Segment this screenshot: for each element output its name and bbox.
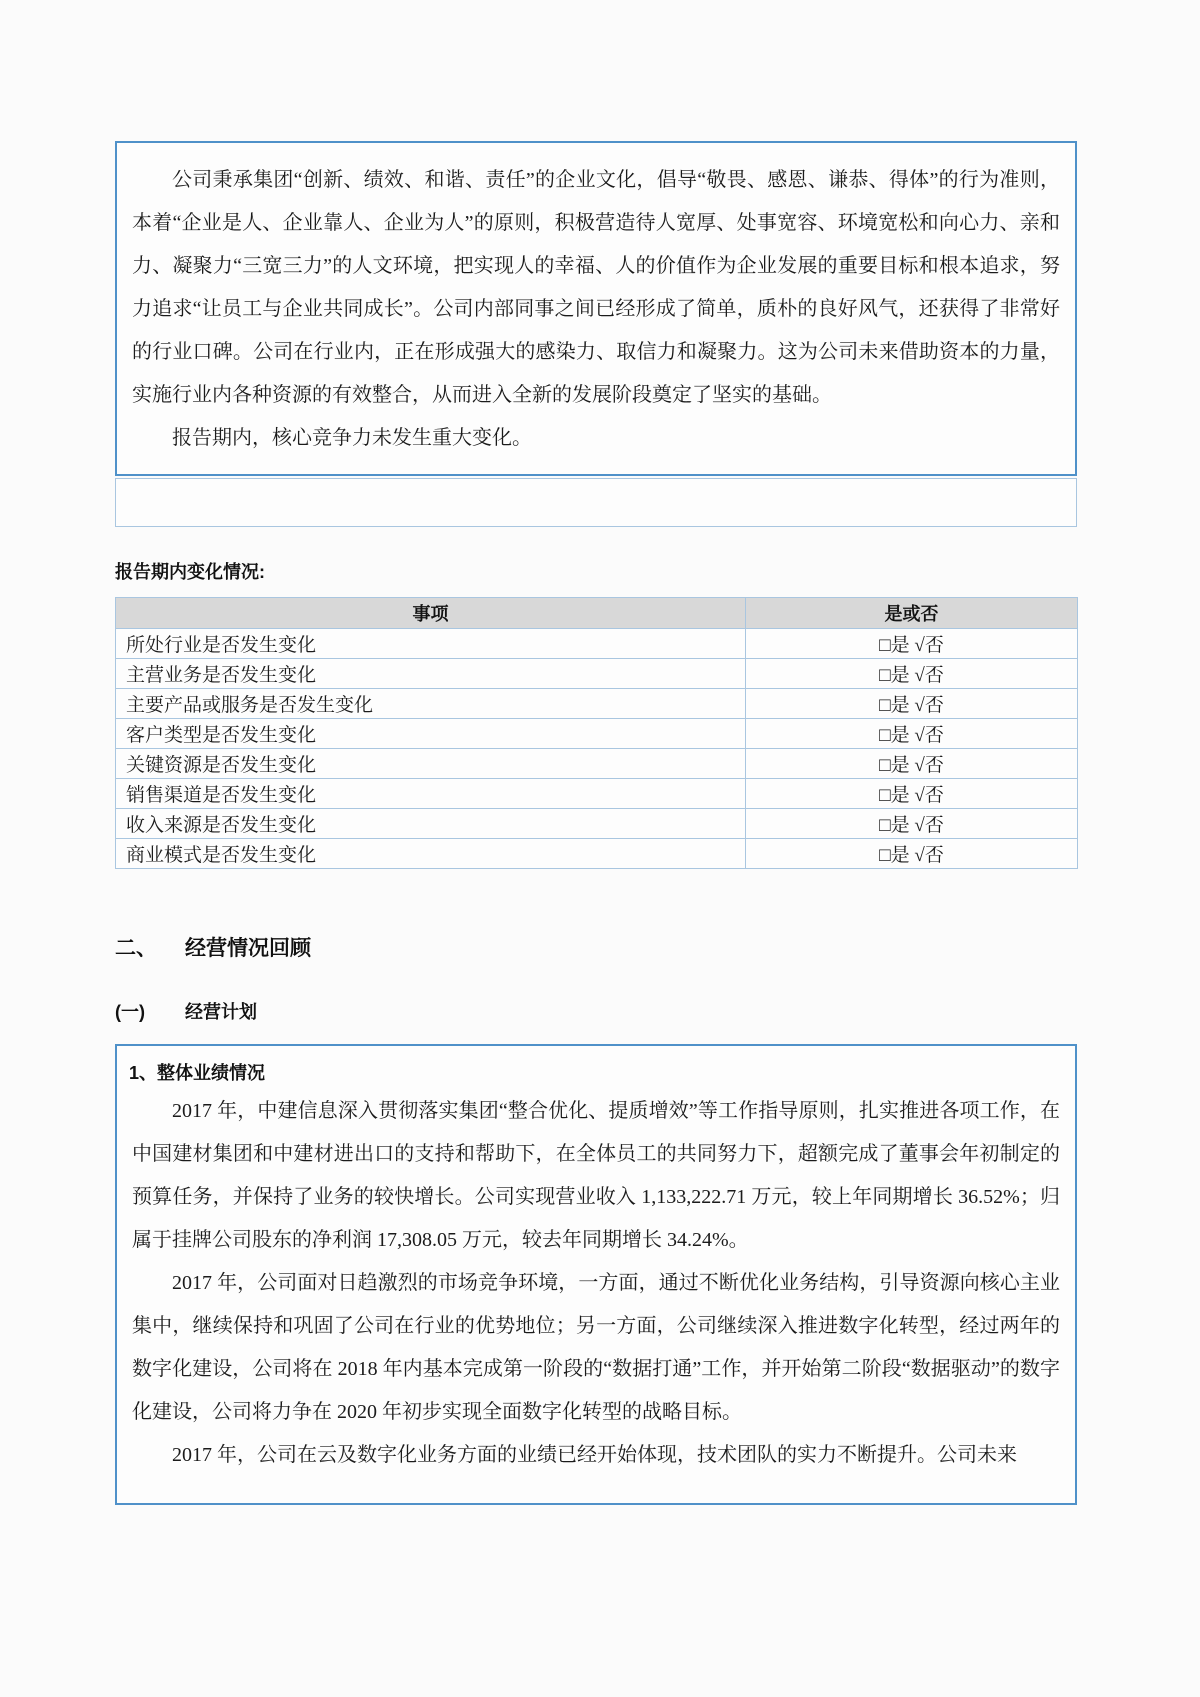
yes-no-answer: □是 √否 bbox=[746, 779, 1078, 809]
yes-no-answer: □是 √否 bbox=[746, 629, 1078, 659]
table-header-row bbox=[116, 598, 1078, 629]
yes-no-answer: □是 √否 bbox=[746, 659, 1078, 689]
yes-no-answer: □是 √否 bbox=[746, 689, 1078, 719]
section-heading bbox=[115, 932, 1077, 962]
section-number: 二、 bbox=[115, 937, 157, 960]
yes-no-answer: □是 √否 bbox=[746, 719, 1078, 749]
change-item: 销售渠道是否发生变化 bbox=[116, 779, 746, 809]
table-row bbox=[116, 839, 1078, 869]
column-header-yes-no: 是或否 bbox=[746, 598, 1078, 629]
change-item: 客户类型是否发生变化 bbox=[116, 719, 746, 749]
changes-table bbox=[115, 597, 1078, 869]
subsection-heading bbox=[115, 998, 1077, 1024]
change-item: 主要产品或服务是否发生变化 bbox=[116, 689, 746, 719]
document-page bbox=[115, 0, 1077, 1505]
table-row bbox=[116, 689, 1078, 719]
table-row bbox=[116, 749, 1078, 779]
yes-no-answer: □是 √否 bbox=[746, 839, 1078, 869]
performance-paragraph-1: 2017 年，中建信息深入贯彻落实集团“整合优化、提质增效”等工作指导原则，扎实推进各项工作，在中国建材集团和中建材进出口的支持和帮助下，在全体员工的共同努力下，超额完成了董事会年初制定的预算任务，并保持了业务的较快增长。公司实现营业收入 1,133,222.71 万元，较上年同期增长 36.52%；归属于挂牌公司股东的净利润 17,308.05 万元，较去年同期增长 34.24%。 bbox=[132, 1100, 1060, 1251]
changes-label: 报告期内变化情况: bbox=[115, 562, 265, 582]
change-item: 所处行业是否发生变化 bbox=[116, 629, 746, 659]
empty-note-box bbox=[115, 478, 1077, 527]
column-header-item: 事项 bbox=[116, 598, 746, 629]
performance-title: 1、整体业绩情况 bbox=[129, 1063, 266, 1083]
section-title: 经营情况回顾 bbox=[185, 937, 311, 960]
table-row bbox=[116, 659, 1078, 689]
subsection-title: 经营计划 bbox=[185, 1002, 257, 1022]
performance-box bbox=[115, 1044, 1077, 1505]
performance-paragraph-2: 2017 年，公司面对日趋激烈的市场竞争环境，一方面，通过不断优化业务结构，引导资源向核心主业集中，继续保持和巩固了公司在行业的优势地位；另一方面，公司继续深入推进数字化转型，经过两年的数字化建设，公司将在 2018 年内基本完成第一阶段的“数据打通”工作，并开始第二阶段“数据驱动”的数字化建设，公司将力争在 2020 年初步实现全面数字化转型的战略目标。 bbox=[132, 1272, 1060, 1423]
change-item: 收入来源是否发生变化 bbox=[116, 809, 746, 839]
intro-box bbox=[115, 141, 1077, 476]
yes-no-answer: □是 √否 bbox=[746, 749, 1078, 779]
performance-paragraph-3: 2017 年，公司在云及数字化业务方面的业绩已经开始体现，技术团队的实力不断提升。公司未来 bbox=[172, 1444, 1017, 1466]
subsection-number: (一) bbox=[115, 1002, 145, 1022]
intro-paragraph: 公司秉承集团“创新、绩效、和谐、责任”的企业文化，倡导“敬畏、感恩、谦恭、得体”的行为准则，本着“企业是人、企业靠人、企业为人”的原则，积极营造待人宽厚、处事宽容、环境宽松和向心力、亲和力、凝聚力“三宽三力”的人文环境，把实现人的幸福、人的价值作为企业发展的重要目标和根本追求，努力追求“让员工与企业共同成长”。公司内部同事之间已经形成了简单，质朴的良好风气，还获得了非常好的行业口碑。公司在行业内，正在形成强大的感染力、取信力和凝聚力。这为公司未来借助资本的力量，实施行业内各种资源的有效整合，从而进入全新的发展阶段奠定了坚实的基础。 bbox=[132, 169, 1060, 406]
table-row bbox=[116, 719, 1078, 749]
table-row bbox=[116, 629, 1078, 659]
change-item: 商业模式是否发生变化 bbox=[116, 839, 746, 869]
change-item: 关键资源是否发生变化 bbox=[116, 749, 746, 779]
table-row bbox=[116, 779, 1078, 809]
core-competency-note: 报告期内，核心竞争力未发生重大变化。 bbox=[172, 427, 532, 449]
table-row bbox=[116, 809, 1078, 839]
yes-no-answer: □是 √否 bbox=[746, 809, 1078, 839]
change-item: 主营业务是否发生变化 bbox=[116, 659, 746, 689]
